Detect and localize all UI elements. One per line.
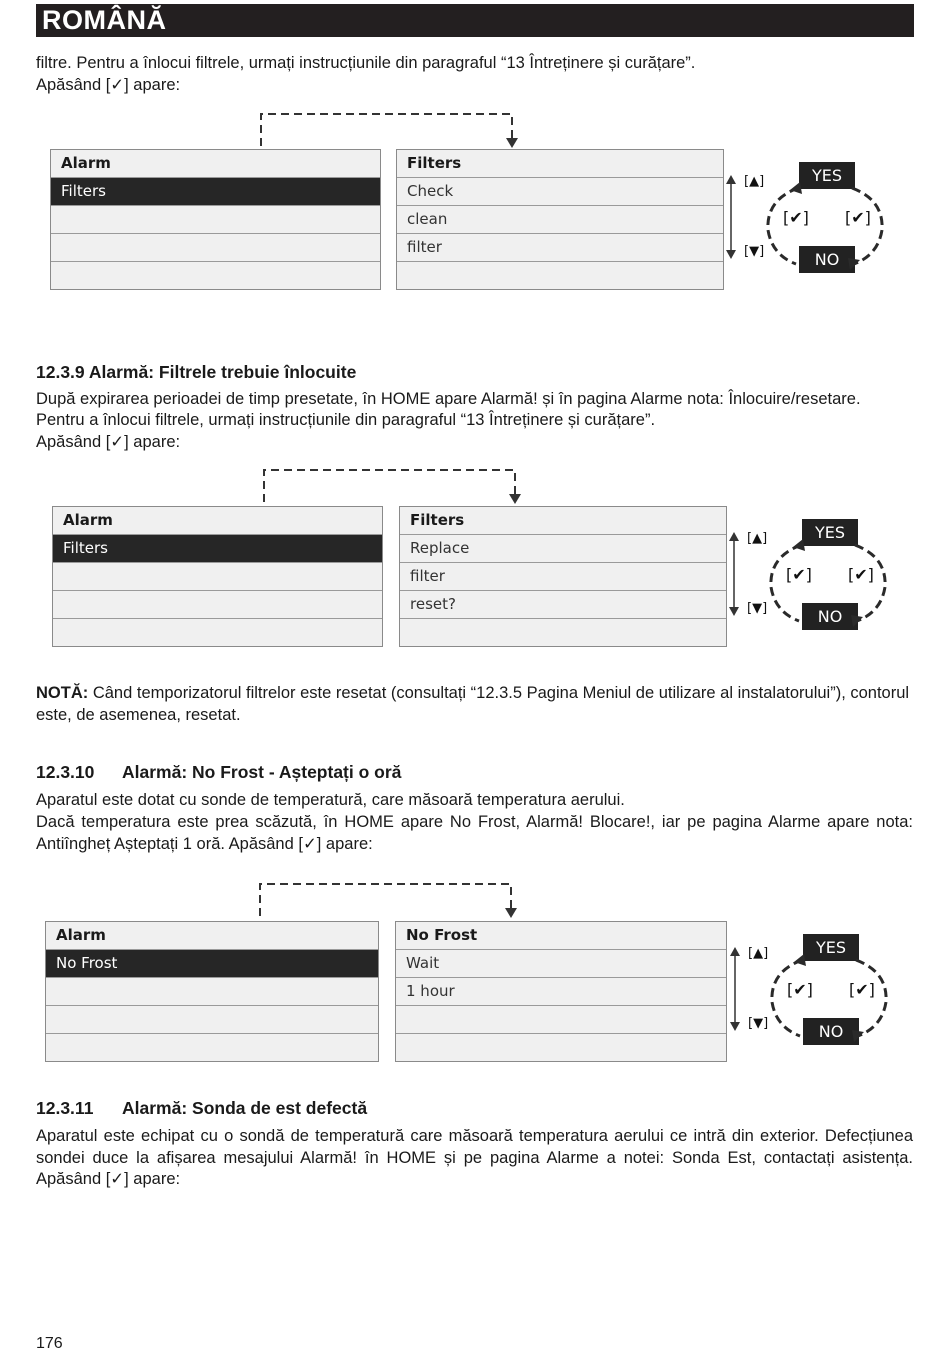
detail-row (397, 262, 723, 290)
menu-row (46, 1006, 378, 1034)
detail-row: Wait (396, 950, 726, 978)
page-number: 176 (36, 1335, 63, 1352)
note-text: Când temporizatorul filtrelor este resetat (consultați “12.3.5 Pagina Meniul de utilizare al instalatorului”), contorul este, de asemenea, resetat. (36, 684, 910, 724)
no-button[interactable]: NO (799, 246, 855, 273)
down-button[interactable]: [▼] (747, 601, 768, 616)
detail-row (400, 619, 726, 647)
up-button[interactable]: [▲] (747, 531, 768, 546)
section-heading (36, 761, 401, 783)
detail-row: 1 hour (396, 978, 726, 1006)
down-button[interactable]: [▼] (748, 1016, 769, 1031)
scroll-arrows-icon (728, 529, 740, 619)
detail-row: Replace (400, 535, 726, 563)
section-number: 12.3.11 (36, 1098, 94, 1118)
language-header: ROMÂNĂ (36, 4, 914, 37)
section-title: Alarmă: Sonda de est defectă (122, 1098, 368, 1118)
menu-row (51, 234, 380, 262)
alarm-menu-panel (50, 149, 381, 290)
yes-no-control (725, 160, 895, 290)
scroll-arrows-icon (729, 944, 741, 1034)
yes-button[interactable]: YES (799, 162, 855, 189)
alarm-menu-panel (52, 506, 383, 647)
confirm-button-right[interactable]: [✔] (849, 980, 875, 999)
confirm-button-left[interactable]: [✔] (787, 980, 813, 999)
confirm-button-right[interactable]: [✔] (848, 565, 874, 584)
menu-link-arrow (258, 464, 523, 506)
menu-row-selected[interactable]: Filters (51, 178, 380, 206)
menu-link-arrow (254, 878, 519, 920)
confirm-button-left[interactable]: [✔] (786, 565, 812, 584)
up-button[interactable]: [▲] (744, 174, 765, 189)
menu-row (46, 1034, 378, 1062)
confirm-button-right[interactable]: [✔] (845, 208, 871, 227)
yes-no-control (728, 517, 898, 647)
menu-row (53, 563, 382, 591)
confirm-button-left[interactable]: [✔] (783, 208, 809, 227)
detail-row: filter (397, 234, 723, 262)
paragraph: Aparatul este dotat cu sonde de temperatură, care măsoară temperatura aerului. (36, 791, 625, 809)
menu-row (51, 262, 380, 290)
detail-panel (399, 506, 727, 647)
menu-row: Alarm (46, 922, 378, 950)
menu-row (51, 206, 380, 234)
intro-line-1: filtre. Pentru a înlocui filtrele, urmați instrucțiunile din paragraful “13 Întreținere și curățare”. (36, 54, 696, 72)
alarm-menu-panel (45, 921, 379, 1062)
detail-row: No Frost (396, 922, 726, 950)
no-button[interactable]: NO (803, 1018, 859, 1045)
menu-row-selected[interactable]: Filters (53, 535, 382, 563)
menu-row: Alarm (53, 507, 382, 535)
detail-panel (396, 149, 724, 290)
section-number: 12.3.9 (36, 362, 85, 382)
section-heading (36, 1097, 367, 1119)
down-button[interactable]: [▼] (744, 244, 765, 259)
section-title: Alarmă: Filtrele trebuie înlocuite (88, 362, 357, 382)
detail-row: Filters (397, 150, 723, 178)
up-button[interactable]: [▲] (748, 946, 769, 961)
detail-row: filter (400, 563, 726, 591)
paragraph: După expirarea perioadei de timp presetate, în HOME apare Alarmă! și în pagina Alarme nota: Înlocuire/resetare. (36, 390, 861, 408)
detail-panel (395, 921, 727, 1062)
no-button[interactable]: NO (802, 603, 858, 630)
menu-link-arrow (255, 108, 520, 150)
note-paragraph (36, 683, 913, 726)
detail-row: clean (397, 206, 723, 234)
paragraph: Apăsând [✓] apare: (36, 433, 181, 451)
detail-row (396, 1034, 726, 1062)
menu-row (53, 591, 382, 619)
detail-row: Check (397, 178, 723, 206)
paragraph: Dacă temperatura este prea scăzută, în HOME apare No Frost, Alarmă! Blocare!, iar pe pagina Alarme apare nota: Antiîngheț Așteptați 1 oră. Apăsând [✓] apare: (36, 813, 913, 853)
menu-row (53, 619, 382, 647)
intro-line-2: Apăsând [✓] apare: (36, 76, 181, 94)
menu-row-selected[interactable]: No Frost (46, 950, 378, 978)
menu-row: Alarm (51, 150, 380, 178)
detail-row: reset? (400, 591, 726, 619)
yes-button[interactable]: YES (802, 519, 858, 546)
detail-row: Filters (400, 507, 726, 535)
paragraph: Aparatul este echipat cu o sondă de temperatură care măsoară temperatura aerului ce intră din exterior. Defecțiunea sondei duce la afișarea mesajului Alarmă! în HOME și pe pagina Alarme a notei: Sonda Est, contactați asistența. Apăsând [✓] apare: (36, 1127, 913, 1188)
section-number: 12.3.10 (36, 762, 95, 782)
detail-row (396, 1006, 726, 1034)
note-label: NOTĂ: (36, 684, 89, 702)
section-heading (36, 361, 356, 383)
section-title: Alarmă: No Frost - Așteptați o oră (122, 762, 402, 782)
menu-row (46, 978, 378, 1006)
yes-no-control (729, 932, 899, 1062)
yes-button[interactable]: YES (803, 934, 859, 961)
paragraph: Pentru a înlocui filtrele, urmați instrucțiunile din paragraful “13 Întreținere și curățare”. (36, 411, 656, 429)
scroll-arrows-icon (725, 172, 737, 262)
